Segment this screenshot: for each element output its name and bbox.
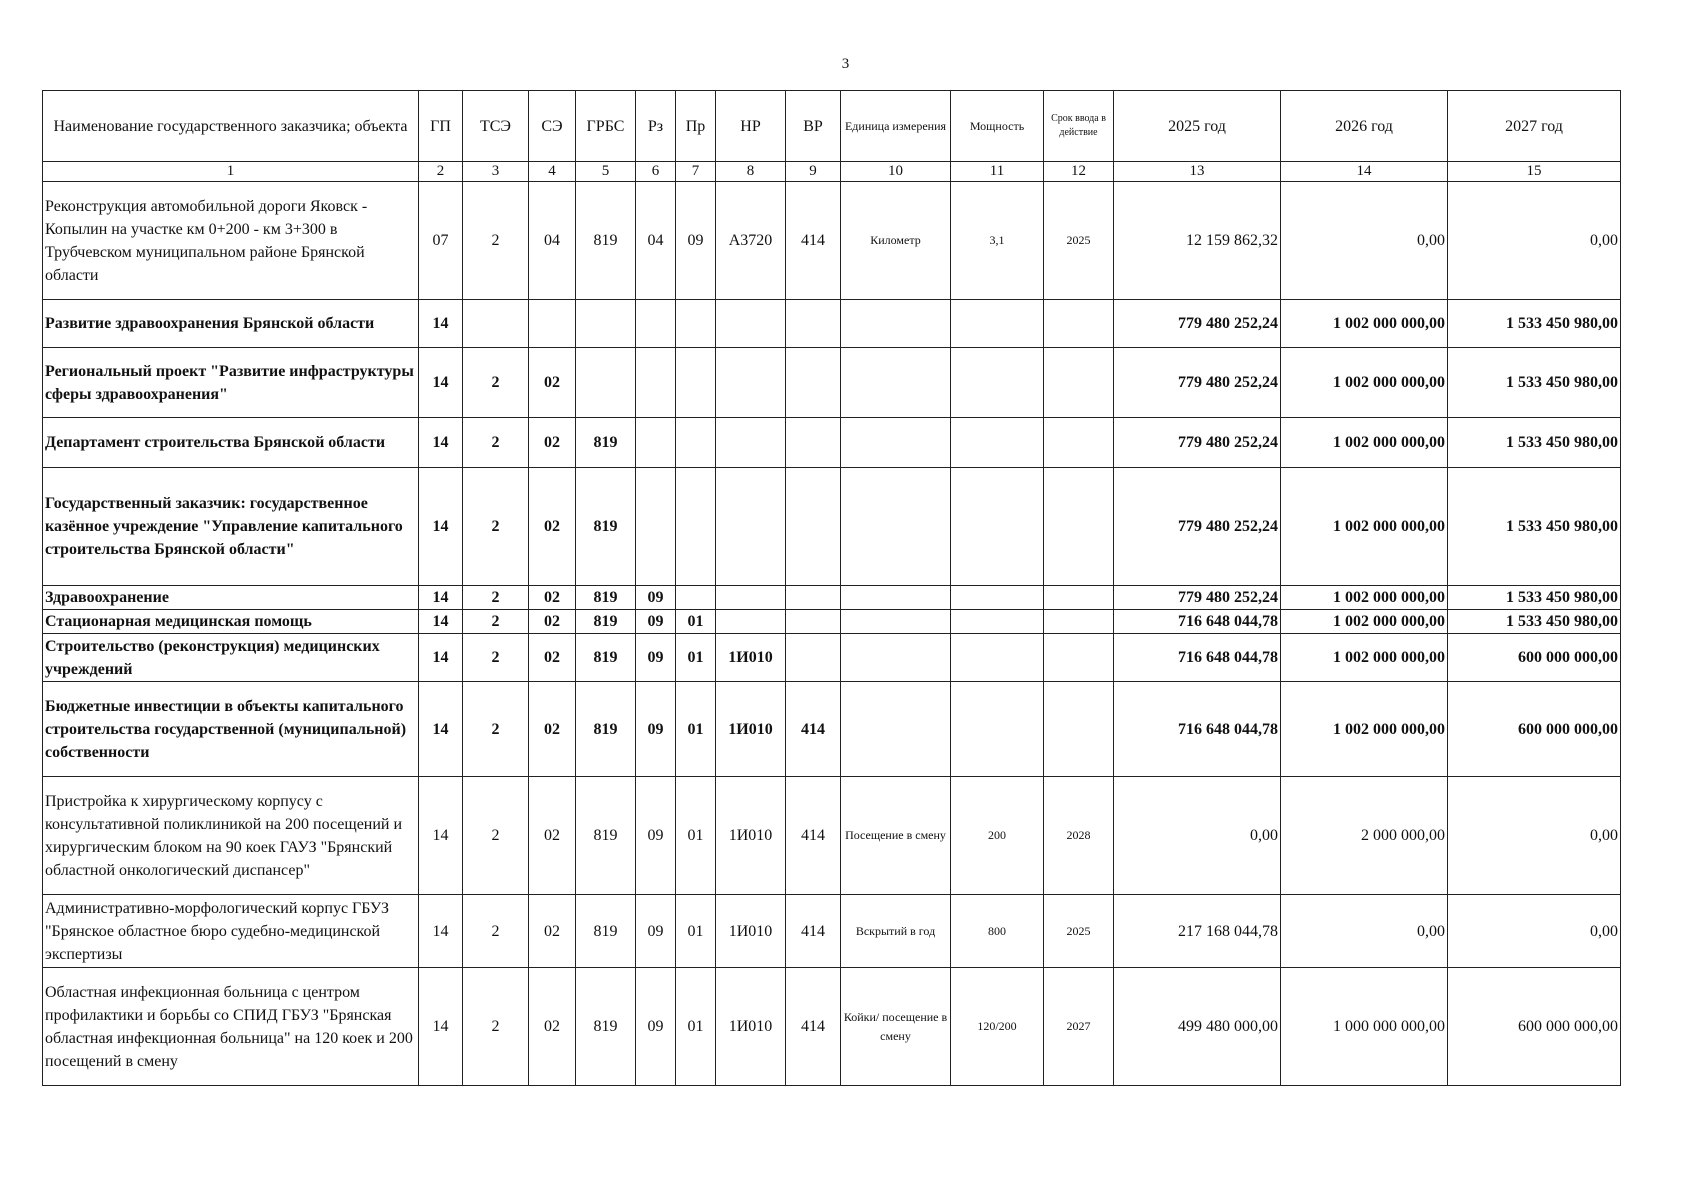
header-cell: СЭ xyxy=(529,91,576,162)
amount-2027-cell: 600 000 000,00 xyxy=(1448,682,1621,777)
column-number: 5 xyxy=(576,162,636,182)
capacity-cell xyxy=(951,300,1044,348)
vr-cell xyxy=(786,634,841,682)
gp-cell: 14 xyxy=(419,968,463,1086)
object-name-cell: Бюджетные инвестиции в объекты капитального строительства государственной (муниципальной) собственности xyxy=(43,682,419,777)
se-cell xyxy=(529,300,576,348)
amount-2025-cell: 499 480 000,00 xyxy=(1114,968,1281,1086)
object-name-cell: Государственный заказчик: государственное казённое учреждение "Управление капитального строительства Брянской области" xyxy=(43,468,419,586)
column-number: 6 xyxy=(636,162,676,182)
grbs-cell: 819 xyxy=(576,586,636,610)
commission-year-cell: 2028 xyxy=(1044,777,1114,895)
column-number: 3 xyxy=(463,162,529,182)
amount-2026-cell: 2 000 000,00 xyxy=(1281,777,1448,895)
object-name-cell: Департамент строительства Брянской области xyxy=(43,418,419,468)
pr-cell: 01 xyxy=(676,634,716,682)
gp-cell: 14 xyxy=(419,777,463,895)
rz-cell: 09 xyxy=(636,895,676,968)
budget-table xyxy=(42,90,1621,1086)
amount-2025-cell: 716 648 044,78 xyxy=(1114,682,1281,777)
amount-2026-cell: 0,00 xyxy=(1281,895,1448,968)
amount-2025-cell: 217 168 044,78 xyxy=(1114,895,1281,968)
commission-year-cell: 2025 xyxy=(1044,182,1114,300)
capacity-cell: 120/200 xyxy=(951,968,1044,1086)
vr-cell: 414 xyxy=(786,777,841,895)
se-cell: 02 xyxy=(529,418,576,468)
vr-cell xyxy=(786,348,841,418)
commission-year-cell xyxy=(1044,634,1114,682)
table-row xyxy=(43,418,1621,468)
rz-cell: 09 xyxy=(636,682,676,777)
tse-cell: 2 xyxy=(463,586,529,610)
amount-2026-cell: 1 002 000 000,00 xyxy=(1281,300,1448,348)
object-name-cell: Реконструкция автомобильной дороги Яковск - Копылин на участке км 0+200 - км 3+300 в Трубчевском муниципальном районе Брянской области xyxy=(43,182,419,300)
commission-year-cell xyxy=(1044,586,1114,610)
amount-2026-cell: 1 002 000 000,00 xyxy=(1281,634,1448,682)
tse-cell: 2 xyxy=(463,610,529,634)
capacity-cell: 3,1 xyxy=(951,182,1044,300)
tse-cell: 2 xyxy=(463,895,529,968)
amount-2025-cell: 779 480 252,24 xyxy=(1114,468,1281,586)
nr-cell xyxy=(716,348,786,418)
grbs-cell: 819 xyxy=(576,777,636,895)
object-name-cell: Пристройка к хирургическому корпусу с консультативной поликлиникой на 200 посещений и хирургическим блоком на 90 коек ГАУЗ "Брянский областной онкологический диспансер" xyxy=(43,777,419,895)
capacity-cell: 800 xyxy=(951,895,1044,968)
rz-cell xyxy=(636,468,676,586)
column-number: 8 xyxy=(716,162,786,182)
table-row xyxy=(43,468,1621,586)
tse-cell: 2 xyxy=(463,968,529,1086)
nr-cell xyxy=(716,468,786,586)
amount-2027-cell: 1 533 450 980,00 xyxy=(1448,418,1621,468)
gp-cell: 07 xyxy=(419,182,463,300)
unit-cell xyxy=(841,586,951,610)
grbs-cell xyxy=(576,348,636,418)
unit-cell xyxy=(841,468,951,586)
header-cell: Пр xyxy=(676,91,716,162)
gp-cell: 14 xyxy=(419,300,463,348)
object-name-cell: Развитие здравоохранения Брянской области xyxy=(43,300,419,348)
amount-2027-cell: 600 000 000,00 xyxy=(1448,634,1621,682)
nr-cell: А3720 xyxy=(716,182,786,300)
amount-2027-cell: 1 533 450 980,00 xyxy=(1448,468,1621,586)
amount-2027-cell: 600 000 000,00 xyxy=(1448,968,1621,1086)
amount-2026-cell: 1 002 000 000,00 xyxy=(1281,348,1448,418)
amount-2027-cell: 1 533 450 980,00 xyxy=(1448,610,1621,634)
header-cell: ГРБС xyxy=(576,91,636,162)
header-cell: Срок ввода в действие xyxy=(1044,91,1114,162)
capacity-cell xyxy=(951,586,1044,610)
tse-cell: 2 xyxy=(463,468,529,586)
object-name-cell: Административно-морфологический корпус ГБУЗ "Брянское областное бюро судебно-медицинской экспертизы xyxy=(43,895,419,968)
unit-cell xyxy=(841,682,951,777)
commission-year-cell xyxy=(1044,682,1114,777)
unit-cell: Вскрытий в год xyxy=(841,895,951,968)
amount-2027-cell: 1 533 450 980,00 xyxy=(1448,300,1621,348)
amount-2027-cell: 1 533 450 980,00 xyxy=(1448,348,1621,418)
capacity-cell xyxy=(951,348,1044,418)
pr-cell: 09 xyxy=(676,182,716,300)
grbs-cell: 819 xyxy=(576,418,636,468)
pr-cell xyxy=(676,586,716,610)
vr-cell xyxy=(786,468,841,586)
table-row xyxy=(43,610,1621,634)
object-name-cell: Региональный проект "Развитие инфраструктуры сферы здравоохранения" xyxy=(43,348,419,418)
gp-cell: 14 xyxy=(419,682,463,777)
amount-2027-cell: 0,00 xyxy=(1448,777,1621,895)
nr-cell: 1И010 xyxy=(716,777,786,895)
column-number: 2 xyxy=(419,162,463,182)
amount-2025-cell: 779 480 252,24 xyxy=(1114,300,1281,348)
table-row xyxy=(43,777,1621,895)
header-cell: ГП xyxy=(419,91,463,162)
amount-2027-cell: 1 533 450 980,00 xyxy=(1448,586,1621,610)
tse-cell xyxy=(463,300,529,348)
object-name-cell: Здравоохранение xyxy=(43,586,419,610)
unit-cell xyxy=(841,348,951,418)
se-cell: 02 xyxy=(529,468,576,586)
commission-year-cell xyxy=(1044,418,1114,468)
header-cell: 2025 год xyxy=(1114,91,1281,162)
pr-cell: 01 xyxy=(676,682,716,777)
gp-cell: 14 xyxy=(419,586,463,610)
header-cell: НР xyxy=(716,91,786,162)
unit-cell: Километр xyxy=(841,182,951,300)
rz-cell xyxy=(636,348,676,418)
rz-cell xyxy=(636,300,676,348)
commission-year-cell xyxy=(1044,348,1114,418)
amount-2025-cell: 716 648 044,78 xyxy=(1114,610,1281,634)
unit-cell: Посещение в смену xyxy=(841,777,951,895)
nr-cell xyxy=(716,610,786,634)
vr-cell: 414 xyxy=(786,968,841,1086)
column-number: 7 xyxy=(676,162,716,182)
tse-cell: 2 xyxy=(463,418,529,468)
nr-cell xyxy=(716,418,786,468)
amount-2026-cell: 1 002 000 000,00 xyxy=(1281,586,1448,610)
grbs-cell: 819 xyxy=(576,895,636,968)
se-cell: 02 xyxy=(529,895,576,968)
commission-year-cell xyxy=(1044,610,1114,634)
gp-cell: 14 xyxy=(419,634,463,682)
rz-cell: 04 xyxy=(636,182,676,300)
header-cell: ТСЭ xyxy=(463,91,529,162)
object-name-cell: Строительство (реконструкция) медицинских учреждений xyxy=(43,634,419,682)
amount-2025-cell: 779 480 252,24 xyxy=(1114,586,1281,610)
pr-cell xyxy=(676,348,716,418)
pr-cell xyxy=(676,300,716,348)
vr-cell: 414 xyxy=(786,895,841,968)
rz-cell: 09 xyxy=(636,586,676,610)
tse-cell: 2 xyxy=(463,777,529,895)
amount-2025-cell: 779 480 252,24 xyxy=(1114,348,1281,418)
table-row xyxy=(43,634,1621,682)
header-cell: Мощность xyxy=(951,91,1044,162)
column-number: 13 xyxy=(1114,162,1281,182)
table-row xyxy=(43,586,1621,610)
amount-2027-cell: 0,00 xyxy=(1448,182,1621,300)
column-number: 9 xyxy=(786,162,841,182)
table-row xyxy=(43,348,1621,418)
amount-2026-cell: 1 002 000 000,00 xyxy=(1281,610,1448,634)
commission-year-cell xyxy=(1044,300,1114,348)
table-row xyxy=(43,968,1621,1086)
page-number: 3 xyxy=(841,56,850,72)
nr-cell xyxy=(716,586,786,610)
nr-cell xyxy=(716,300,786,348)
se-cell: 02 xyxy=(529,968,576,1086)
se-cell: 04 xyxy=(529,182,576,300)
rz-cell: 09 xyxy=(636,777,676,895)
gp-cell: 14 xyxy=(419,610,463,634)
amount-2027-cell: 0,00 xyxy=(1448,895,1621,968)
amount-2026-cell: 1 002 000 000,00 xyxy=(1281,682,1448,777)
tse-cell: 2 xyxy=(463,182,529,300)
rz-cell: 09 xyxy=(636,634,676,682)
grbs-cell: 819 xyxy=(576,610,636,634)
gp-cell: 14 xyxy=(419,895,463,968)
vr-cell xyxy=(786,418,841,468)
amount-2025-cell: 716 648 044,78 xyxy=(1114,634,1281,682)
amount-2026-cell: 0,00 xyxy=(1281,182,1448,300)
capacity-cell xyxy=(951,634,1044,682)
table-body xyxy=(43,182,1621,1086)
header-cell: ВР xyxy=(786,91,841,162)
rz-cell: 09 xyxy=(636,610,676,634)
vr-cell xyxy=(786,586,841,610)
capacity-cell xyxy=(951,610,1044,634)
commission-year-cell xyxy=(1044,468,1114,586)
header-cell: 2026 год xyxy=(1281,91,1448,162)
nr-cell: 1И010 xyxy=(716,895,786,968)
amount-2026-cell: 1 002 000 000,00 xyxy=(1281,418,1448,468)
object-name-cell: Стационарная медицинская помощь xyxy=(43,610,419,634)
pr-cell: 01 xyxy=(676,895,716,968)
gp-cell: 14 xyxy=(419,348,463,418)
nr-cell: 1И010 xyxy=(716,682,786,777)
commission-year-cell: 2027 xyxy=(1044,968,1114,1086)
object-name-cell: Областная инфекционная больница с центром профилактики и борьбы со СПИД ГБУЗ "Брянская областная инфекционная больница" на 120 коек и 200 посещений в смену xyxy=(43,968,419,1086)
amount-2026-cell: 1 000 000 000,00 xyxy=(1281,968,1448,1086)
capacity-cell xyxy=(951,418,1044,468)
table-row xyxy=(43,300,1621,348)
se-cell: 02 xyxy=(529,777,576,895)
pr-cell xyxy=(676,418,716,468)
amount-2026-cell: 1 002 000 000,00 xyxy=(1281,468,1448,586)
amount-2025-cell: 0,00 xyxy=(1114,777,1281,895)
grbs-cell: 819 xyxy=(576,968,636,1086)
pr-cell: 01 xyxy=(676,777,716,895)
column-number: 14 xyxy=(1281,162,1448,182)
unit-cell: Койки/ посещение в смену xyxy=(841,968,951,1086)
unit-cell xyxy=(841,300,951,348)
se-cell: 02 xyxy=(529,348,576,418)
unit-cell xyxy=(841,610,951,634)
vr-cell xyxy=(786,300,841,348)
capacity-cell xyxy=(951,682,1044,777)
capacity-cell: 200 xyxy=(951,777,1044,895)
table-row xyxy=(43,895,1621,968)
nr-cell: 1И010 xyxy=(716,634,786,682)
grbs-cell xyxy=(576,300,636,348)
amount-2025-cell: 779 480 252,24 xyxy=(1114,418,1281,468)
rz-cell xyxy=(636,418,676,468)
column-number: 12 xyxy=(1044,162,1114,182)
column-number: 4 xyxy=(529,162,576,182)
column-number: 1 xyxy=(43,162,419,182)
column-number-row xyxy=(43,162,1621,182)
vr-cell: 414 xyxy=(786,182,841,300)
commission-year-cell: 2025 xyxy=(1044,895,1114,968)
table-row xyxy=(43,682,1621,777)
column-number: 15 xyxy=(1448,162,1621,182)
se-cell: 02 xyxy=(529,682,576,777)
column-number: 11 xyxy=(951,162,1044,182)
se-cell: 02 xyxy=(529,634,576,682)
tse-cell: 2 xyxy=(463,348,529,418)
unit-cell xyxy=(841,418,951,468)
grbs-cell: 819 xyxy=(576,468,636,586)
se-cell: 02 xyxy=(529,586,576,610)
table-row xyxy=(43,182,1621,300)
gp-cell: 14 xyxy=(419,418,463,468)
pr-cell xyxy=(676,468,716,586)
vr-cell: 414 xyxy=(786,682,841,777)
header-cell: Наименование государственного заказчика; объекта xyxy=(43,91,419,162)
header-cell: 2027 год xyxy=(1448,91,1621,162)
tse-cell: 2 xyxy=(463,634,529,682)
header-cell: Рз xyxy=(636,91,676,162)
pr-cell: 01 xyxy=(676,610,716,634)
column-number: 10 xyxy=(841,162,951,182)
rz-cell: 09 xyxy=(636,968,676,1086)
grbs-cell: 819 xyxy=(576,182,636,300)
grbs-cell: 819 xyxy=(576,634,636,682)
unit-cell xyxy=(841,634,951,682)
header-cell: Единица измерения xyxy=(841,91,951,162)
capacity-cell xyxy=(951,468,1044,586)
se-cell: 02 xyxy=(529,610,576,634)
nr-cell: 1И010 xyxy=(716,968,786,1086)
header-row xyxy=(43,91,1621,162)
pr-cell: 01 xyxy=(676,968,716,1086)
gp-cell: 14 xyxy=(419,468,463,586)
amount-2025-cell: 12 159 862,32 xyxy=(1114,182,1281,300)
tse-cell: 2 xyxy=(463,682,529,777)
grbs-cell: 819 xyxy=(576,682,636,777)
vr-cell xyxy=(786,610,841,634)
